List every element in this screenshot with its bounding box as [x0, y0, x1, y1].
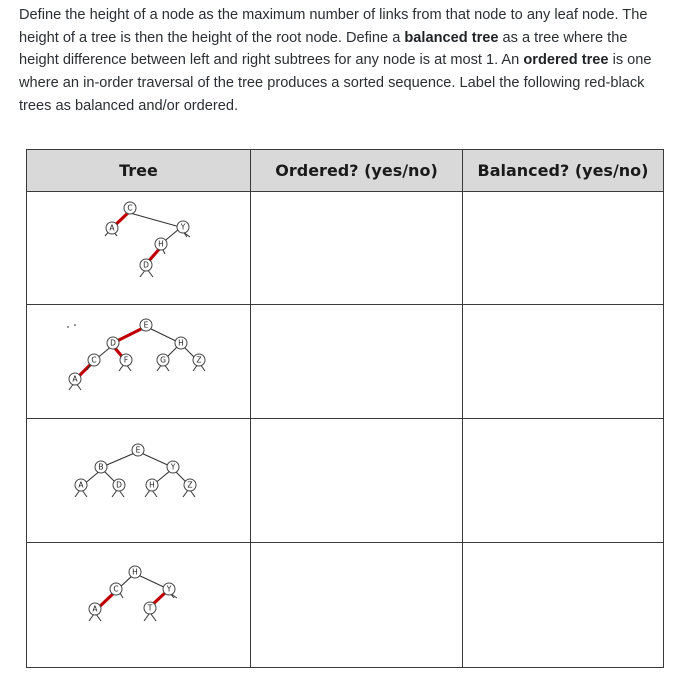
svg-text:Z: Z	[187, 480, 193, 490]
svg-text:A: A	[109, 223, 115, 233]
ordered-answer-2[interactable]	[251, 305, 463, 419]
svg-text:H: H	[132, 567, 138, 577]
tree-node	[184, 479, 196, 491]
tree-table-container	[26, 149, 663, 671]
tree-node	[132, 444, 144, 456]
svg-text:B: B	[98, 462, 104, 472]
svg-text:C: C	[91, 355, 97, 365]
tree-node	[167, 461, 179, 473]
svg-text:Y: Y	[170, 462, 176, 472]
svg-text:Z: Z	[196, 355, 202, 365]
tree-node	[75, 479, 87, 491]
tree-diagram-3	[27, 419, 251, 543]
tree-node	[107, 337, 119, 349]
ordered-answer-3[interactable]	[251, 419, 463, 543]
svg-text:Y: Y	[180, 222, 186, 232]
tree-node	[129, 566, 141, 578]
tree-node	[88, 354, 100, 366]
balanced-answer-3[interactable]	[463, 419, 664, 543]
red-black-tree-2	[27, 305, 251, 418]
tree-node	[120, 354, 132, 366]
tree-node	[175, 337, 187, 349]
svg-text:A: A	[72, 374, 78, 384]
ordered-answer-4[interactable]	[251, 543, 463, 668]
tree-node	[110, 583, 122, 595]
red-black-tree-4	[27, 543, 251, 667]
tree-node	[193, 354, 205, 366]
tree-diagram-2	[27, 305, 251, 419]
instructions-text: Define the height of a node as the maximum number of links from that node to any leaf node. The height of a tree is then the height of the root node. Define a balanced tree as a tree where the height difference between left and right subtrees for any node is at most 1. An ordered tree is one where an in-order traversal of the tree produces a sorted sequence. Label the following red-black trees as balanced and/or ordered.	[19, 7, 652, 114]
svg-text:F: F	[123, 355, 129, 365]
red-black-tree-3	[27, 419, 251, 542]
svg-text:Y: Y	[166, 584, 172, 594]
header-balanced: Balanced? (yes/no)	[463, 150, 664, 192]
tree-node	[89, 603, 101, 615]
term-ordered-tree: ordered tree	[523, 52, 609, 69]
svg-text:C: C	[113, 584, 119, 594]
tree-diagram-1	[27, 192, 251, 305]
svg-text:D: D	[143, 260, 149, 270]
svg-text:A: A	[92, 604, 98, 614]
tree-table	[26, 149, 664, 668]
tree-node	[106, 222, 118, 234]
balanced-answer-4[interactable]	[463, 543, 664, 668]
svg-text:H: H	[158, 239, 164, 249]
tree-node	[140, 319, 152, 331]
table-row	[27, 192, 664, 305]
tree-node	[157, 354, 169, 366]
tree-node	[69, 373, 81, 385]
red-black-tree-1	[27, 192, 251, 304]
header-row	[27, 150, 664, 192]
ordered-answer-1[interactable]	[251, 192, 463, 305]
tree-diagram-4	[27, 543, 251, 668]
svg-text:H: H	[178, 338, 184, 348]
header-ordered: Ordered? (yes/no)	[251, 150, 463, 192]
svg-text:D: D	[110, 338, 116, 348]
term-balanced-tree: balanced tree	[404, 29, 499, 46]
svg-text:D: D	[116, 480, 122, 490]
svg-text:T: T	[147, 603, 153, 613]
tree-node	[140, 259, 152, 271]
svg-text:C: C	[127, 203, 133, 213]
svg-text:H: H	[149, 480, 155, 490]
tree-node	[155, 238, 167, 250]
svg-text:A: A	[78, 480, 84, 490]
balanced-answer-1[interactable]	[463, 192, 664, 305]
tree-node	[95, 461, 107, 473]
tree-node	[124, 202, 136, 214]
svg-text:G: G	[160, 355, 166, 365]
tree-node	[163, 583, 175, 595]
svg-text:E: E	[143, 320, 149, 330]
tree-node	[144, 602, 156, 614]
header-tree: Tree	[27, 150, 251, 192]
tree-node	[113, 479, 125, 491]
tree-node	[146, 479, 158, 491]
table-row	[27, 419, 664, 543]
balanced-answer-2[interactable]	[463, 305, 664, 419]
tree-node	[177, 221, 189, 233]
table-row	[27, 543, 664, 668]
table-row	[27, 305, 664, 419]
svg-text:E: E	[135, 445, 141, 455]
